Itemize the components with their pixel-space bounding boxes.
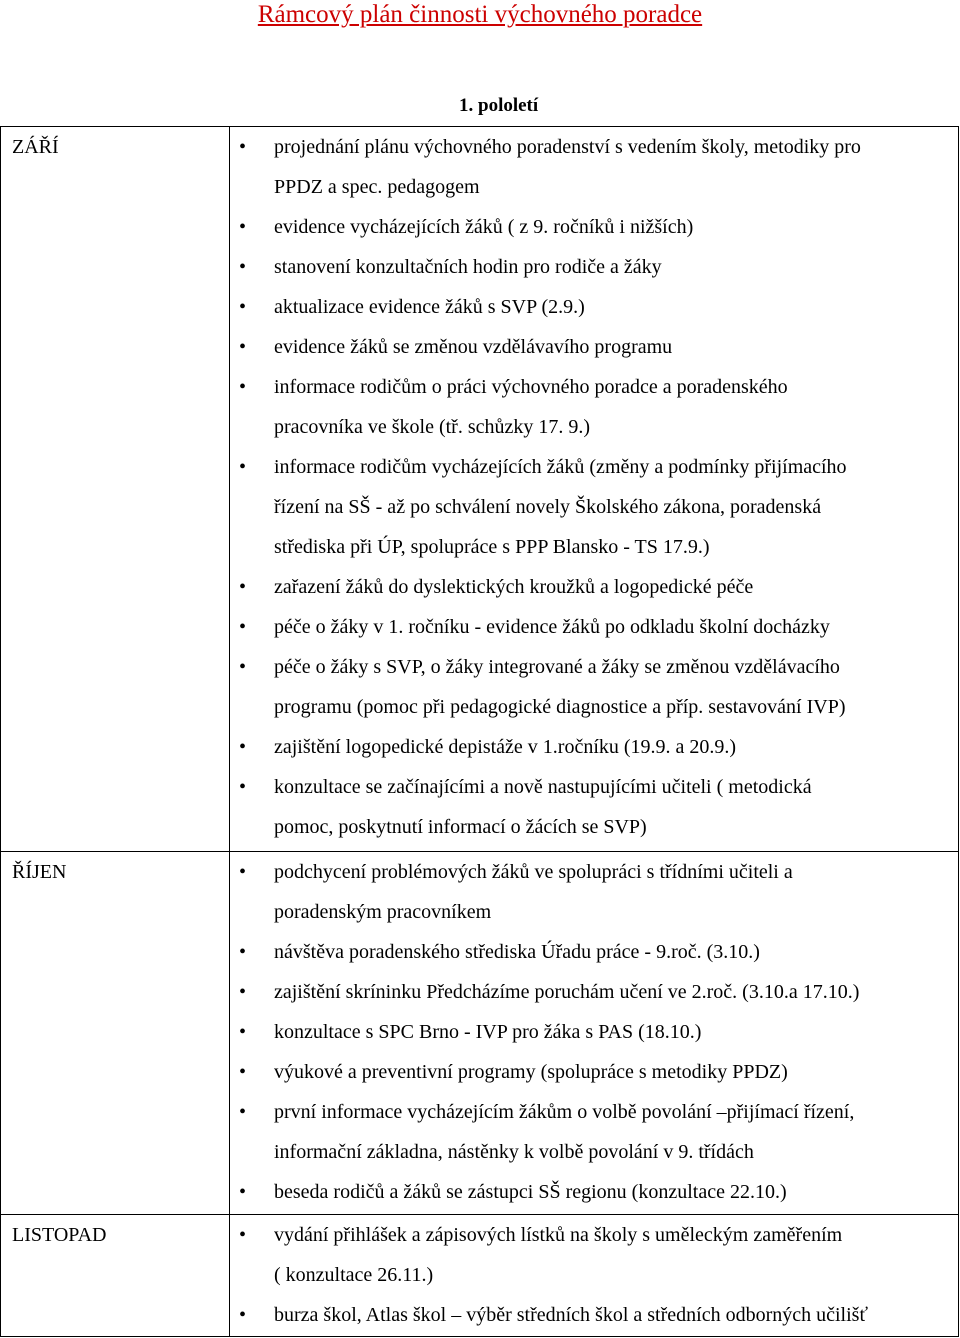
bullet-icon: • xyxy=(239,456,247,478)
activity-line: konzultace s SPC Brno - IVP pro žáka s PAS (18.10.) xyxy=(274,1021,702,1044)
bullet-icon: • xyxy=(239,1304,247,1327)
activity-line: beseda rodičů a žáků se zástupci SŠ regionu (konzultace 22.10.) xyxy=(274,1181,787,1204)
activity-item xyxy=(230,327,958,367)
activity-line: burza škol, Atlas škol – výběr středních škol a středních odborných učilišť xyxy=(274,1304,868,1327)
month-name: ZÁŘÍ xyxy=(12,136,59,158)
activity-line: poradenským pracovníkem xyxy=(274,901,492,924)
activities-cell xyxy=(230,852,959,1215)
activity-item xyxy=(230,447,958,567)
activity-line: zajištění skríninku Předcházíme poruchám učení ve 2.roč. (3.10.a 17.10.) xyxy=(274,981,860,1004)
activity-line: zajištění logopedické depistáže v 1.ročníku (19.9. a 20.9.) xyxy=(274,736,737,758)
activity-item xyxy=(230,247,958,287)
activities-cell xyxy=(230,1215,959,1337)
activity-item xyxy=(230,932,958,972)
activity-line: výukové a preventivní programy (spolupráce s metodiky PPDZ) xyxy=(274,1061,788,1084)
bullet-icon: • xyxy=(239,1224,247,1247)
activity-line: programu (pomoc při pedagogické diagnostice a příp. sestavování IVP) xyxy=(274,696,846,718)
bullet-icon: • xyxy=(239,656,247,678)
bullet-icon: • xyxy=(239,1061,247,1084)
bullet-icon: • xyxy=(239,1021,247,1044)
activity-item xyxy=(230,1012,958,1052)
activity-list xyxy=(230,852,958,1212)
activity-item xyxy=(230,647,958,727)
activity-item xyxy=(230,207,958,247)
activity-item xyxy=(230,1052,958,1092)
month-row xyxy=(1,127,959,852)
activity-line: podchycení problémových žáků ve spolupráci s třídními učiteli a xyxy=(274,861,793,884)
activity-line: péče o žáky s SVP, o žáky integrované a žáky se změnou vzdělávacího xyxy=(274,656,840,678)
month-cell xyxy=(1,127,230,852)
activity-line: střediska při ÚP, spolupráce s PPP Blansko - TS 17.9.) xyxy=(274,536,710,558)
semester-heading: 1. pololetí xyxy=(459,95,539,116)
activity-line: evidence vycházejících žáků ( z 9. ročníků i nižších) xyxy=(274,216,694,238)
bullet-icon: • xyxy=(239,776,247,798)
month-row xyxy=(1,1215,959,1337)
activity-line: zařazení žáků do dyslektických kroužků a logopedické péče xyxy=(274,576,754,598)
document-title: Rámcový plán činnosti výchovného poradce xyxy=(257,1,703,28)
bullet-icon: • xyxy=(239,861,247,884)
activity-line: péče o žáky v 1. ročníku - evidence žáků po odkladu školní docházky xyxy=(274,616,830,638)
activity-line: informace rodičům o práci výchovného poradce a poradenského xyxy=(274,376,788,398)
bullet-icon: • xyxy=(239,376,247,398)
bullet-icon: • xyxy=(239,1181,247,1204)
month-cell xyxy=(1,852,230,1215)
activity-item xyxy=(230,1092,958,1172)
activity-line: evidence žáků se změnou vzdělávavího programu xyxy=(274,336,673,358)
activity-line: konzultace se začínajícími a nově nastupujícími učiteli ( metodická xyxy=(274,776,812,798)
activity-item xyxy=(230,767,958,847)
bullet-icon: • xyxy=(239,576,247,598)
activity-line: informace rodičům vycházejících žáků (změny a podmínky přijímacího xyxy=(274,456,847,478)
month-row xyxy=(1,852,959,1215)
activity-item xyxy=(230,607,958,647)
activity-line: PPDZ a spec. pedagogem xyxy=(274,176,480,198)
activity-item xyxy=(230,1172,958,1212)
bullet-icon: • xyxy=(239,216,247,238)
plan-table xyxy=(0,126,959,1337)
activity-line: informační základna, nástěnky k volbě povolání v 9. třídách xyxy=(274,1141,754,1164)
activity-item xyxy=(230,127,958,207)
bullet-icon: • xyxy=(239,136,247,158)
activity-line: vydání přihlášek a zápisových lístků na školy s uměleckým zaměřením xyxy=(274,1224,843,1247)
bullet-icon: • xyxy=(239,981,247,1004)
activity-item xyxy=(230,852,958,932)
activity-line: pomoc, poskytnutí informací o žácích se SVP) xyxy=(274,816,647,838)
bullet-icon: • xyxy=(239,1101,247,1124)
activities-cell xyxy=(230,127,959,852)
activity-item xyxy=(230,1295,958,1335)
month-name: ŘÍJEN xyxy=(12,861,67,884)
bullet-icon: • xyxy=(239,736,247,758)
activity-line: aktualizace evidence žáků s SVP (2.9.) xyxy=(274,296,585,318)
bullet-icon: • xyxy=(239,336,247,358)
activity-line: návštěva poradenského střediska Úřadu práce - 9.roč. (3.10.) xyxy=(274,941,760,964)
activity-line: pracovníka ve škole (tř. schůzky 17. 9.) xyxy=(274,416,591,438)
activity-list xyxy=(230,127,958,847)
month-name: LISTOPAD xyxy=(12,1224,107,1247)
activity-item xyxy=(230,1215,958,1295)
month-cell xyxy=(1,1215,230,1337)
bullet-icon: • xyxy=(239,256,247,278)
activity-list xyxy=(230,1215,958,1335)
bullet-icon: • xyxy=(239,941,247,964)
activity-line: řízení na SŠ - až po schválení novely Školského zákona, poradenská xyxy=(274,496,822,518)
activity-item xyxy=(230,567,958,607)
activity-line: ( konzultace 26.11.) xyxy=(274,1264,434,1287)
activity-item xyxy=(230,287,958,327)
activity-item xyxy=(230,727,958,767)
bullet-icon: • xyxy=(239,616,247,638)
bullet-icon: • xyxy=(239,296,247,318)
activity-line: první informace vycházejícím žákům o volbě povolání –přijímací řízení, xyxy=(274,1101,855,1124)
activity-line: projednání plánu výchovného poradenství s vedením školy, metodiky pro xyxy=(274,136,861,158)
activity-line: stanovení konzultačních hodin pro rodiče a žáky xyxy=(274,256,662,278)
activity-item xyxy=(230,367,958,447)
activity-item xyxy=(230,972,958,1012)
